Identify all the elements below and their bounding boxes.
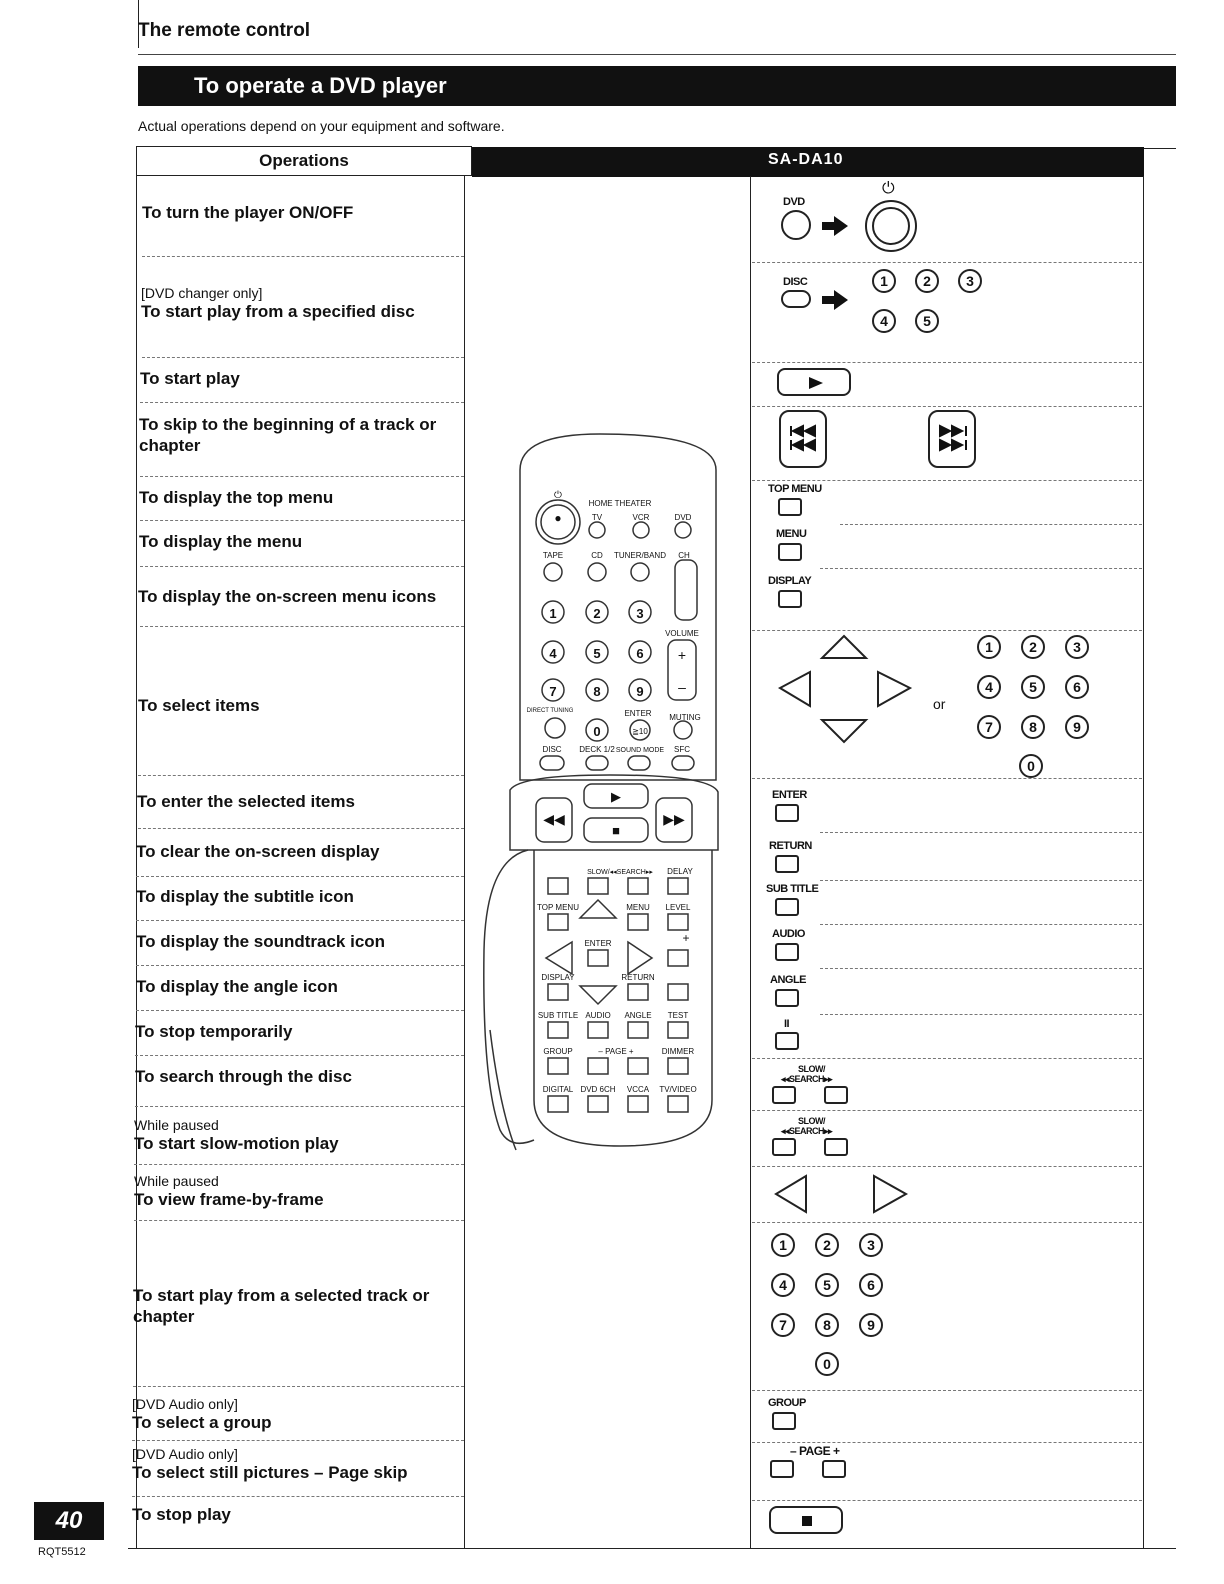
row-divider	[140, 566, 464, 567]
number-4-button[interactable]: 4	[771, 1273, 795, 1297]
model-row-divider	[820, 880, 1142, 881]
search-label: ◂◂SEARCH▸▸	[781, 1126, 833, 1136]
number-3-button[interactable]: 3	[958, 269, 982, 293]
svg-text:≧10: ≧10	[632, 727, 648, 736]
enter-button[interactable]	[775, 804, 799, 822]
number-4-button[interactable]: 4	[872, 309, 896, 333]
op-row-stop: To stop play	[132, 1505, 231, 1524]
svg-text:7: 7	[549, 684, 557, 699]
audio-label: AUDIO	[772, 928, 805, 940]
row-divider	[140, 520, 464, 521]
model-row-divider	[752, 1222, 1142, 1223]
row-divider	[132, 1496, 464, 1497]
number-1-button[interactable]: 1	[771, 1233, 795, 1257]
remote-control-illustration	[480, 430, 742, 1170]
model-name: SA-DA10	[768, 151, 844, 168]
op-row-frame-by-frame: While paused To view frame-by-frame	[134, 1173, 324, 1209]
table-divider-model	[750, 176, 751, 1548]
svg-text:GROUP: GROUP	[543, 1047, 573, 1056]
model-row-divider	[752, 1390, 1142, 1391]
svg-text:SFC: SFC	[674, 745, 690, 754]
svg-text:DECK 1/2: DECK 1/2	[579, 745, 615, 754]
model-row-divider	[820, 1014, 1142, 1015]
model-row-divider	[752, 778, 1142, 779]
op-row-pause: To stop temporarily	[135, 1022, 293, 1041]
section-heading: The remote control	[138, 20, 311, 41]
svg-text:◀◀: ◀◀	[543, 811, 565, 827]
op-row-start-play: To start play	[140, 369, 240, 388]
pause-label: II	[784, 1018, 790, 1030]
arrow-right-icon	[822, 216, 848, 236]
page-minus-button[interactable]	[770, 1460, 794, 1478]
svg-text:0: 0	[593, 724, 601, 739]
op-row-skip: To skip to the beginning of a track or chapter	[139, 415, 437, 455]
svg-text:RETURN: RETURN	[621, 973, 655, 982]
slow-forward-button[interactable]	[824, 1138, 848, 1156]
svg-text:TAPE: TAPE	[542, 551, 564, 560]
number-8-button[interactable]: 8	[815, 1313, 839, 1337]
svg-text:AUDIO: AUDIO	[585, 1011, 611, 1020]
model-row-divider	[752, 1166, 1142, 1167]
op-row-angle: To display the angle icon	[136, 977, 338, 996]
op-row-group: [DVD Audio only] To select a group	[132, 1396, 272, 1432]
section-rule	[138, 54, 1176, 55]
number-1-button[interactable]: 1	[872, 269, 896, 293]
svg-text:⏻: ⏻	[554, 490, 562, 501]
model-row-divider	[840, 524, 1142, 525]
op-row-top-menu: To display the top menu	[139, 488, 334, 507]
search-label: ◂◂SEARCH▸▸	[781, 1074, 833, 1084]
number-8-button[interactable]: 8	[1021, 715, 1045, 739]
svg-text:▶▶: ▶▶	[663, 811, 685, 827]
page-title: To operate a DVD player	[138, 66, 1176, 106]
svg-text:6: 6	[636, 646, 644, 661]
top-menu-button[interactable]	[778, 498, 802, 516]
svg-text:DELAY: DELAY	[667, 867, 693, 876]
svg-text:TV: TV	[591, 513, 603, 522]
row-divider	[140, 476, 464, 477]
model-row-divider	[752, 1110, 1142, 1111]
row-divider	[134, 1220, 464, 1221]
play-button[interactable]	[777, 368, 851, 396]
model-row-divider	[820, 968, 1142, 969]
power-button[interactable]	[865, 200, 917, 252]
svg-text:TOP MENU: TOP MENU	[537, 903, 579, 912]
slow-label: SLOW/	[798, 1064, 825, 1074]
operations-column-header: Operations	[136, 146, 472, 176]
row-divider	[138, 828, 464, 829]
svg-text:2: 2	[593, 606, 601, 621]
frame-arrows	[772, 1172, 912, 1218]
svg-text:+: +	[677, 647, 687, 663]
skip-back-button[interactable]	[779, 410, 827, 468]
slow-label: SLOW/	[798, 1116, 825, 1126]
row-divider	[135, 1106, 464, 1107]
model-row-divider	[752, 262, 1142, 263]
cursor-right-icon	[878, 672, 910, 706]
svg-text:VCCA: VCCA	[626, 1085, 650, 1094]
model-row-divider	[752, 630, 1142, 631]
group-label: GROUP	[768, 1397, 806, 1409]
number-6-button[interactable]: 6	[859, 1273, 883, 1297]
row-divider	[140, 626, 464, 627]
number-5-button[interactable]: 5	[915, 309, 939, 333]
model-row-divider	[752, 1058, 1142, 1059]
slow-back-button[interactable]	[772, 1138, 796, 1156]
svg-text:HOME THEATER: HOME THEATER	[588, 499, 652, 508]
op-row-slow-motion: While paused To start slow-motion play	[134, 1117, 339, 1153]
model-header-tail	[1144, 148, 1176, 149]
number-3-button[interactable]: 3	[1065, 635, 1089, 659]
number-2-button[interactable]: 2	[1021, 635, 1045, 659]
svg-text:TV/VIDEO: TV/VIDEO	[659, 1085, 697, 1094]
number-0-button[interactable]: 0	[1019, 754, 1043, 778]
angle-label: ANGLE	[770, 974, 806, 986]
row-divider	[136, 965, 464, 966]
page-label: – PAGE +	[790, 1444, 840, 1458]
number-1-button[interactable]: 1	[977, 635, 1001, 659]
model-row-divider	[820, 568, 1142, 569]
row-divider	[134, 1164, 464, 1165]
model-row-divider	[820, 832, 1142, 833]
display-label: DISPLAY	[768, 575, 812, 587]
op-row-search: To search through the disc	[135, 1067, 352, 1086]
disc-label: DISC	[783, 276, 808, 288]
row-divider	[142, 357, 464, 358]
op-row-page-skip: [DVD Audio only] To select still pictures – Page skip	[132, 1446, 408, 1482]
svg-text:LEVEL: LEVEL	[665, 903, 691, 912]
row-divider	[135, 1055, 464, 1056]
model-column-header	[472, 147, 1144, 177]
svg-text:MUTING: MUTING	[669, 713, 701, 722]
svg-text:8: 8	[593, 684, 601, 699]
table-right-border	[1143, 176, 1144, 1548]
page-number: 40	[34, 1502, 104, 1540]
page-plus-button[interactable]	[822, 1460, 846, 1478]
op-row-onscreen-icons: To display the on-screen menu icons	[138, 587, 437, 606]
document-code: RQT5512	[38, 1546, 86, 1558]
search-forward-button[interactable]	[824, 1086, 848, 1104]
model-row-divider	[752, 406, 1142, 407]
number-5-button[interactable]: 5	[815, 1273, 839, 1297]
menu-button[interactable]	[778, 543, 802, 561]
row-divider	[136, 920, 464, 921]
stop-button[interactable]	[769, 1506, 843, 1534]
svg-text:ANGLE: ANGLE	[624, 1011, 652, 1020]
row-divider	[133, 1386, 464, 1387]
model-row-divider	[752, 1442, 1142, 1443]
svg-text:●: ●	[554, 511, 562, 525]
number-7-button[interactable]: 7	[771, 1313, 795, 1337]
angle-button[interactable]	[775, 989, 799, 1007]
top-menu-label: TOP MENU	[768, 483, 822, 495]
op-row-subtitle: To display the subtitle icon	[136, 887, 354, 906]
skip-back-icon	[789, 424, 819, 454]
svg-text:DVD: DVD	[674, 513, 692, 522]
model-row-divider	[752, 362, 1142, 363]
footer-rule	[128, 1548, 1176, 1549]
display-button[interactable]	[778, 590, 802, 608]
op-row-clear-display: To clear the on-screen display	[136, 842, 380, 861]
dvd-label: DVD	[783, 196, 805, 208]
row-divider	[142, 256, 464, 257]
svg-text:– PAGE +: – PAGE +	[598, 1047, 634, 1056]
svg-text:TEST: TEST	[667, 1011, 689, 1020]
number-4-button[interactable]: 4	[977, 675, 1001, 699]
disc-button[interactable]	[781, 290, 811, 308]
row-divider	[136, 876, 464, 877]
svg-text:DVD 6CH: DVD 6CH	[580, 1085, 616, 1094]
number-2-button[interactable]: 2	[915, 269, 939, 293]
svg-text:5: 5	[593, 646, 601, 661]
op-row-power: To turn the player ON/OFF	[142, 203, 354, 222]
cursor-up-icon	[822, 636, 866, 658]
number-9-button[interactable]: 9	[1065, 715, 1089, 739]
cursor-left-icon	[780, 672, 810, 706]
skip-forward-icon	[938, 424, 968, 454]
svg-text:DISC: DISC	[542, 745, 562, 754]
svg-text:▶: ▶	[611, 789, 621, 804]
svg-text:TUNER/BAND: TUNER/BAND	[613, 551, 667, 560]
model-row-divider	[820, 924, 1142, 925]
enter-label: ENTER	[772, 789, 807, 801]
svg-text:DISPLAY: DISPLAY	[541, 973, 575, 982]
op-row-menu: To display the menu	[139, 532, 303, 551]
svg-text:3: 3	[636, 606, 644, 621]
number-3-button[interactable]: 3	[859, 1233, 883, 1257]
number-0-button[interactable]: 0	[815, 1352, 839, 1376]
svg-text:SUB TITLE: SUB TITLE	[537, 1011, 579, 1020]
subtitle-button[interactable]	[775, 898, 799, 916]
svg-text:DIRECT TUNING: DIRECT TUNING	[526, 708, 574, 714]
row-divider	[132, 1440, 464, 1441]
svg-text:–: –	[678, 679, 686, 695]
svg-text:VOLUME: VOLUME	[665, 629, 699, 638]
svg-text:SLOW/◂◂SEARCH▸▸: SLOW/◂◂SEARCH▸▸	[587, 869, 653, 876]
menu-label: MENU	[776, 528, 807, 540]
play-icon	[809, 377, 823, 389]
frame-forward-icon	[874, 1176, 906, 1212]
svg-text:9: 9	[636, 684, 644, 699]
number-5-button[interactable]: 5	[1021, 675, 1045, 699]
pause-button[interactable]	[775, 1032, 799, 1050]
stop-icon	[802, 1516, 812, 1526]
svg-text:ENTER: ENTER	[624, 709, 652, 718]
svg-text:SOUND MODE: SOUND MODE	[615, 747, 665, 754]
svg-text:CH: CH	[678, 551, 690, 560]
row-divider	[138, 775, 464, 776]
search-back-button[interactable]	[772, 1086, 796, 1104]
number-7-button[interactable]: 7	[977, 715, 1001, 739]
or-label: or	[933, 696, 946, 712]
number-6-button[interactable]: 6	[1065, 675, 1089, 699]
op-row-soundtrack: To display the soundtrack icon	[136, 932, 386, 951]
op-row-specified-disc: [DVD changer only] To start play from a specified disc	[141, 285, 415, 321]
audio-button[interactable]	[775, 943, 799, 961]
svg-text:MENU: MENU	[626, 903, 650, 912]
number-9-button[interactable]: 9	[859, 1313, 883, 1337]
return-button[interactable]	[775, 855, 799, 873]
frame-back-icon	[776, 1176, 806, 1212]
arrow-right-icon	[822, 290, 848, 310]
dvd-button[interactable]	[781, 210, 811, 240]
table-left-border	[136, 176, 137, 1548]
svg-text:+: +	[682, 931, 690, 945]
svg-text:DIMMER: DIMMER	[661, 1047, 695, 1056]
svg-text:1: 1	[549, 606, 557, 621]
row-divider	[136, 1010, 464, 1011]
return-label: RETURN	[769, 840, 812, 852]
cursor-down-icon	[822, 720, 866, 742]
op-row-enter: To enter the selected items	[137, 792, 355, 811]
power-symbol-icon: ⏻	[882, 180, 895, 197]
group-button[interactable]	[772, 1412, 796, 1430]
svg-text:VCR: VCR	[632, 513, 650, 522]
number-2-button[interactable]: 2	[815, 1233, 839, 1257]
svg-text:CD: CD	[591, 551, 603, 560]
svg-text:■: ■	[612, 823, 620, 838]
model-row-divider	[752, 480, 1142, 481]
op-row-selected-track: To start play from a selected track or chapter	[133, 1286, 430, 1326]
svg-text:ENTER: ENTER	[584, 939, 612, 948]
cursor-pad	[776, 632, 916, 748]
row-divider	[140, 402, 464, 403]
model-row-divider	[752, 1500, 1142, 1501]
skip-forward-button[interactable]	[928, 410, 976, 468]
subtitle-label: SUB TITLE	[766, 883, 819, 895]
svg-text:DIGITAL: DIGITAL	[542, 1085, 574, 1094]
svg-text:4: 4	[549, 646, 557, 661]
page-subtitle: Actual operations depend on your equipment and software.	[138, 118, 505, 134]
op-row-select-items: To select items	[138, 696, 260, 715]
